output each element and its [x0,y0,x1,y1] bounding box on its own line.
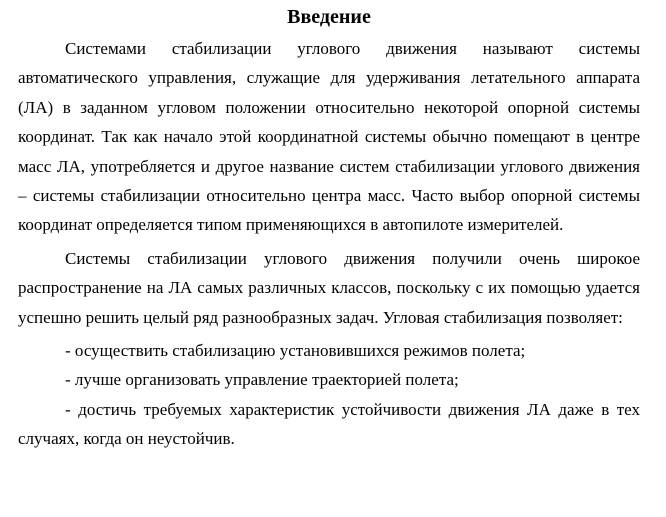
paragraph-applications: Системы стабилизации углового движения получили очень широкое распространение на ЛА самых различных классов, поскольку с их помощью удается успешно решить целый ряд разнообразных задач. Угловая стабилизация позволяет: [18,248,640,327]
list-item-steady-modes: - осуществить стабилизацию установившихся режимов полета; [65,341,526,361]
capabilities-list [18,336,640,454]
list-item-trajectory-control: - лучше организовать управление траекторией полета; [65,370,459,390]
list-item-stability-characteristics: - достичь требуемых характеристик устойчивости движения ЛА даже в тех случаях, когда он неустойчив. [18,399,640,449]
document-title: Введение [287,6,371,28]
paragraph-intro-definition: Системами стабилизации углового движения называют системы автоматического управления, служащие для удерживания летательного аппарата (ЛА) в заданном угловом положении относительно некоторой опорной системы координат. Так как начало этой координатной системы обычно помещают в центре масс ЛА, употребляется и другое название систем стабилизации углового движения – системы стабилизации относительно центра масс. Часто выбор опорной системы координат определяется типом применяющихся в автопилоте измерителей. [18,39,640,235]
